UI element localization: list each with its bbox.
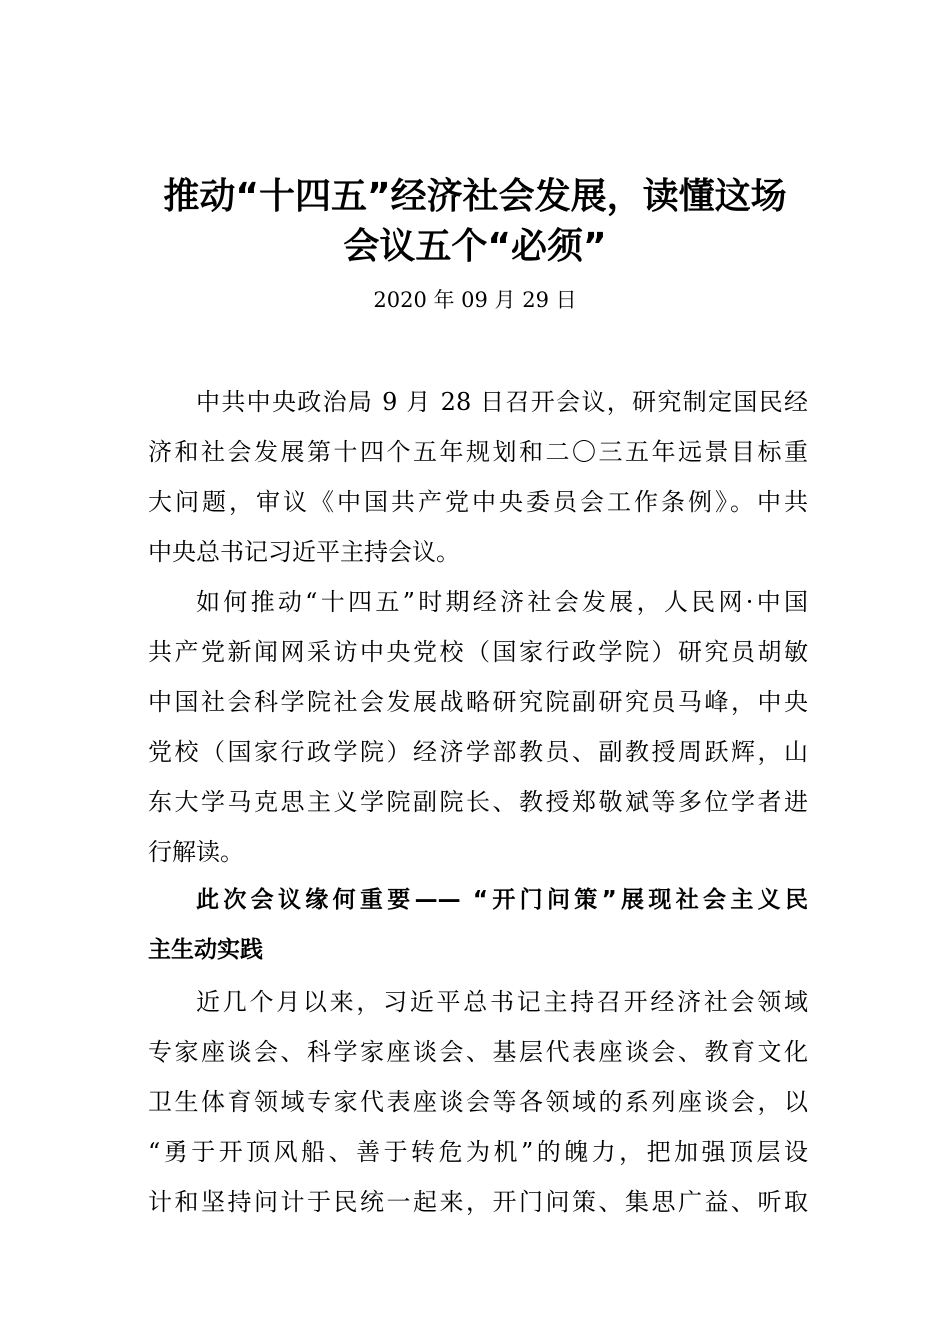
paragraph-2-line-6: 行解读。 <box>148 838 244 866</box>
paragraph-3-line-2: 专家座谈会、科学家座谈会、基层代表座谈会、教育文化 <box>148 1038 808 1066</box>
paragraph-3-line-3: 卫生体育领域专家代表座谈会等各领域的系列座谈会，以 <box>148 1088 808 1116</box>
paragraph-1-line-1: 中共中央政治局 9 月 28 日召开会议，研究制定国民经 <box>196 388 808 416</box>
paragraph-3-line-4: “勇于开顶风船、善于转危为机”的魄力，把加强顶层设 <box>148 1138 808 1166</box>
paragraph-2-line-4: 党校（国家行政学院）经济学部教员、副教授周跃辉，山 <box>148 738 808 766</box>
paragraph-2-line-2: 共产党新闻网采访中央党校（国家行政学院）研究员胡敏 <box>148 638 808 666</box>
paragraph-3-line-1: 近几个月以来，习近平总书记主持召开经济社会领域 <box>196 988 808 1016</box>
paragraph-2-line-5: 东大学马克思主义学院副院长、教授郑敬斌等多位学者进 <box>148 788 808 816</box>
paragraph-3-line-5: 计和坚持问计于民统一起来，开门问策、集思广益、听取 <box>148 1188 808 1216</box>
paragraph-1-line-2: 济和社会发展第十四个五年规划和二〇三五年远景目标重 <box>148 438 808 466</box>
paragraph-1-line-4: 中央总书记习近平主持会议。 <box>148 538 460 566</box>
document-title-line-2: 会议五个“必须” <box>343 226 607 267</box>
section-heading-line-2: 主生动实践 <box>148 937 263 963</box>
paragraph-2-line-3: 中国社会科学院社会发展战略研究院副研究员马峰，中央 <box>148 688 808 716</box>
publish-date: 2020 年 09 月 29 日 <box>373 288 577 312</box>
paragraph-1-line-3: 大问题，审议《中国共产党中央委员会工作条例》。中共 <box>148 488 808 516</box>
document-title-line-1: 推动“十四五”经济社会发展，读懂这场 <box>163 176 787 217</box>
section-heading-line-1: 此次会议缘何重要—— “开门问策”展现社会主义民 <box>196 887 808 913</box>
paragraph-2-line-1: 如何推动“十四五”时期经济社会发展，人民网·中国 <box>196 588 808 616</box>
